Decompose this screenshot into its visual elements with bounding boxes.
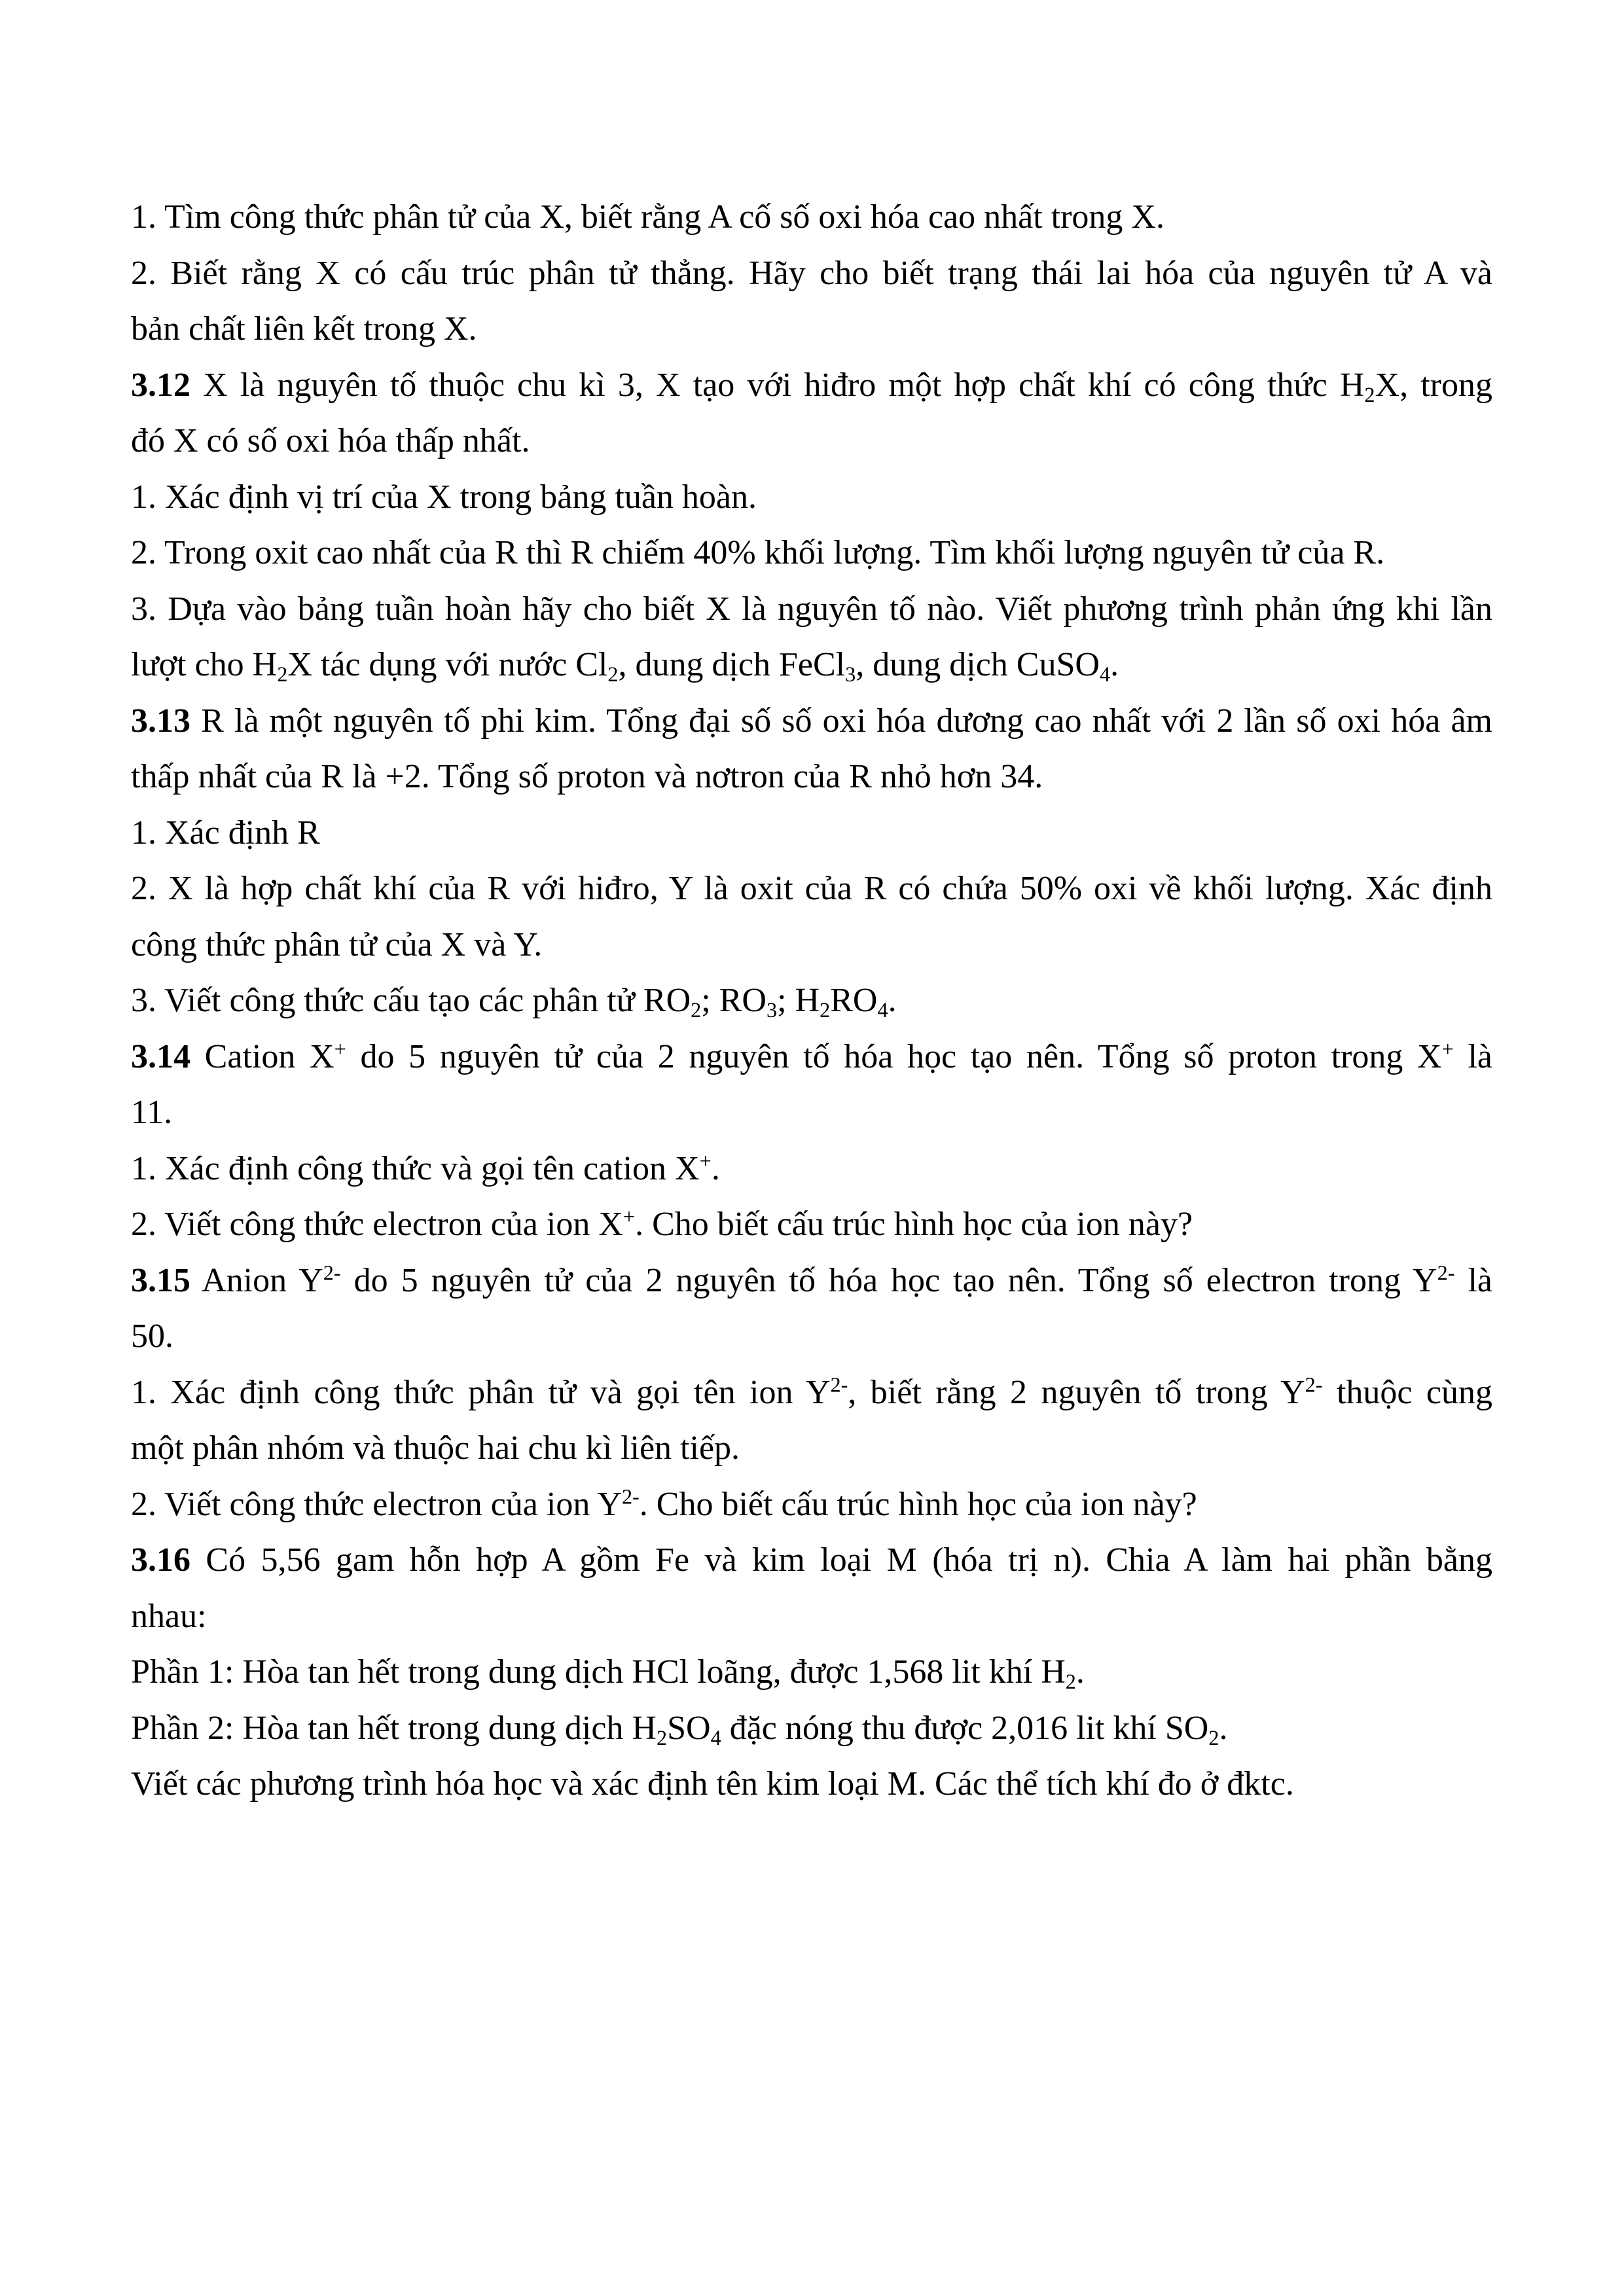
problem-heading-3-14: 3.14 Cation X+ do 5 nguyên tử của 2 nguyên tố hóa học tạo nên. Tổng số proton trong X+ là [131, 1037, 1493, 1075]
text-line: 1. Tìm công thức phân tử của X, biết rằng A cố số oxi hóa cao nhất trong X. [131, 198, 1164, 236]
problem-heading-3-13: 3.13 R là một nguyên tố phi kim. Tổng đại số số oxi hóa dương cao nhất với 2 lần số oxi hóa âm [131, 702, 1492, 740]
text-line: nhau: [131, 1598, 207, 1635]
text-line: thấp nhất của R là +2. Tổng số proton và nơtron của R nhỏ hơn 34. [131, 758, 1043, 795]
text-line: 2. Trong oxit cao nhất của R thì R chiếm 40% khối lượng. Tìm khối lượng nguyên tử của R. [131, 534, 1385, 571]
problem-number: 3.14 [131, 1038, 190, 1075]
text-line: đó X có số oxi hóa thấp nhất. [131, 422, 530, 459]
text-line: 2. Viết công thức electron của ion $Y^{2-}$. Cho biết cấu trúc hình học của ion này? [131, 1484, 1197, 1523]
text-line: 1. Xác định vị trí của X trong bảng tuần hoàn. [131, 478, 757, 516]
text-line: Viết các phương trình hóa học và xác định tên kim loại M. Các thể tích khí đo ở đktc. [131, 1765, 1294, 1803]
text-line: 2. X là hợp chất khí của R với hiđro, Y là oxit của R có chứa 50% oxi về khối lượng. Xác định [131, 870, 1492, 907]
text-line: bản chất liên kết trong X. [131, 310, 477, 348]
problem-number: 3.12 [131, 367, 190, 404]
text-line: Phần 2: Hòa tan hết trong dung dịch $H_2SO_4$ đặc nóng thu được 2,016 lit khí $SO_2$. [131, 1710, 1228, 1750]
problem-number: 3.13 [131, 702, 190, 740]
text-line: 1. Xác định công thức phân tử và gọi tên ion $Y^{2-}$, biết rằng 2 nguyên tố trong $Y^{2-}$ thuộc cùng [131, 1372, 1492, 1411]
problem-number: 3.15 [131, 1262, 190, 1299]
text-line: công thức phân tử của X và Y. [131, 926, 543, 963]
problem-heading-3-12: 3.12 X là nguyên tố thuộc chu kì 3, X tạo với hiđro một hợp chất khí có công thức $H_2X$, trong [131, 367, 1492, 407]
text-line: 2. Biết rằng X có cấu trúc phân tử thẳng. Hãy cho biết trạng thái lai hóa của nguyên tử A và [131, 255, 1492, 292]
text-line: Phần 1: Hòa tan hết trong dung dịch HCl loãng, được 1,568 lit khí $H_2$. [131, 1653, 1085, 1694]
problem-number: 3.16 [131, 1541, 190, 1579]
text-line: 2. Viết công thức electron của ion X+. Cho biết cấu trúc hình học của ion này? [131, 1204, 1193, 1243]
text-line: 3. Viết công thức cấu tạo các phân tử $RO_2$; $RO_3$; $H_2RO_4$. [131, 982, 897, 1022]
text-line: 1. Xác định R [131, 814, 320, 852]
text-line: lượt cho $H_2X$ tác dụng với nước $Cl_2$, dung dịch FeCl$_3$, dung dịch CuSO$_4$. [131, 646, 1119, 687]
text-line: 11. [131, 1094, 173, 1131]
problem-heading-3-16: 3.16 Có 5,56 gam hỗn hợp A gồm Fe và kim loại M (hóa trị n). Chia A làm hai phần bằng [131, 1541, 1492, 1579]
problem-heading-3-15: 3.15 Anion $Y^{2-}$ do 5 nguyên tử của 2 nguyên tố hóa học tạo nên. Tổng số electron trong $Y^{2-}$ là [131, 1261, 1492, 1299]
text-line: một phân nhóm và thuộc hai chu kì liên tiếp. [131, 1429, 740, 1467]
text-line: 1. Xác định công thức và gọi tên cation X+. [131, 1149, 720, 1187]
text-line: 50. [131, 1318, 173, 1355]
text-line: 3. Dựa vào bảng tuần hoàn hãy cho biết X là nguyên tố nào. Viết phương trình phản ứng khi lần [131, 590, 1492, 628]
